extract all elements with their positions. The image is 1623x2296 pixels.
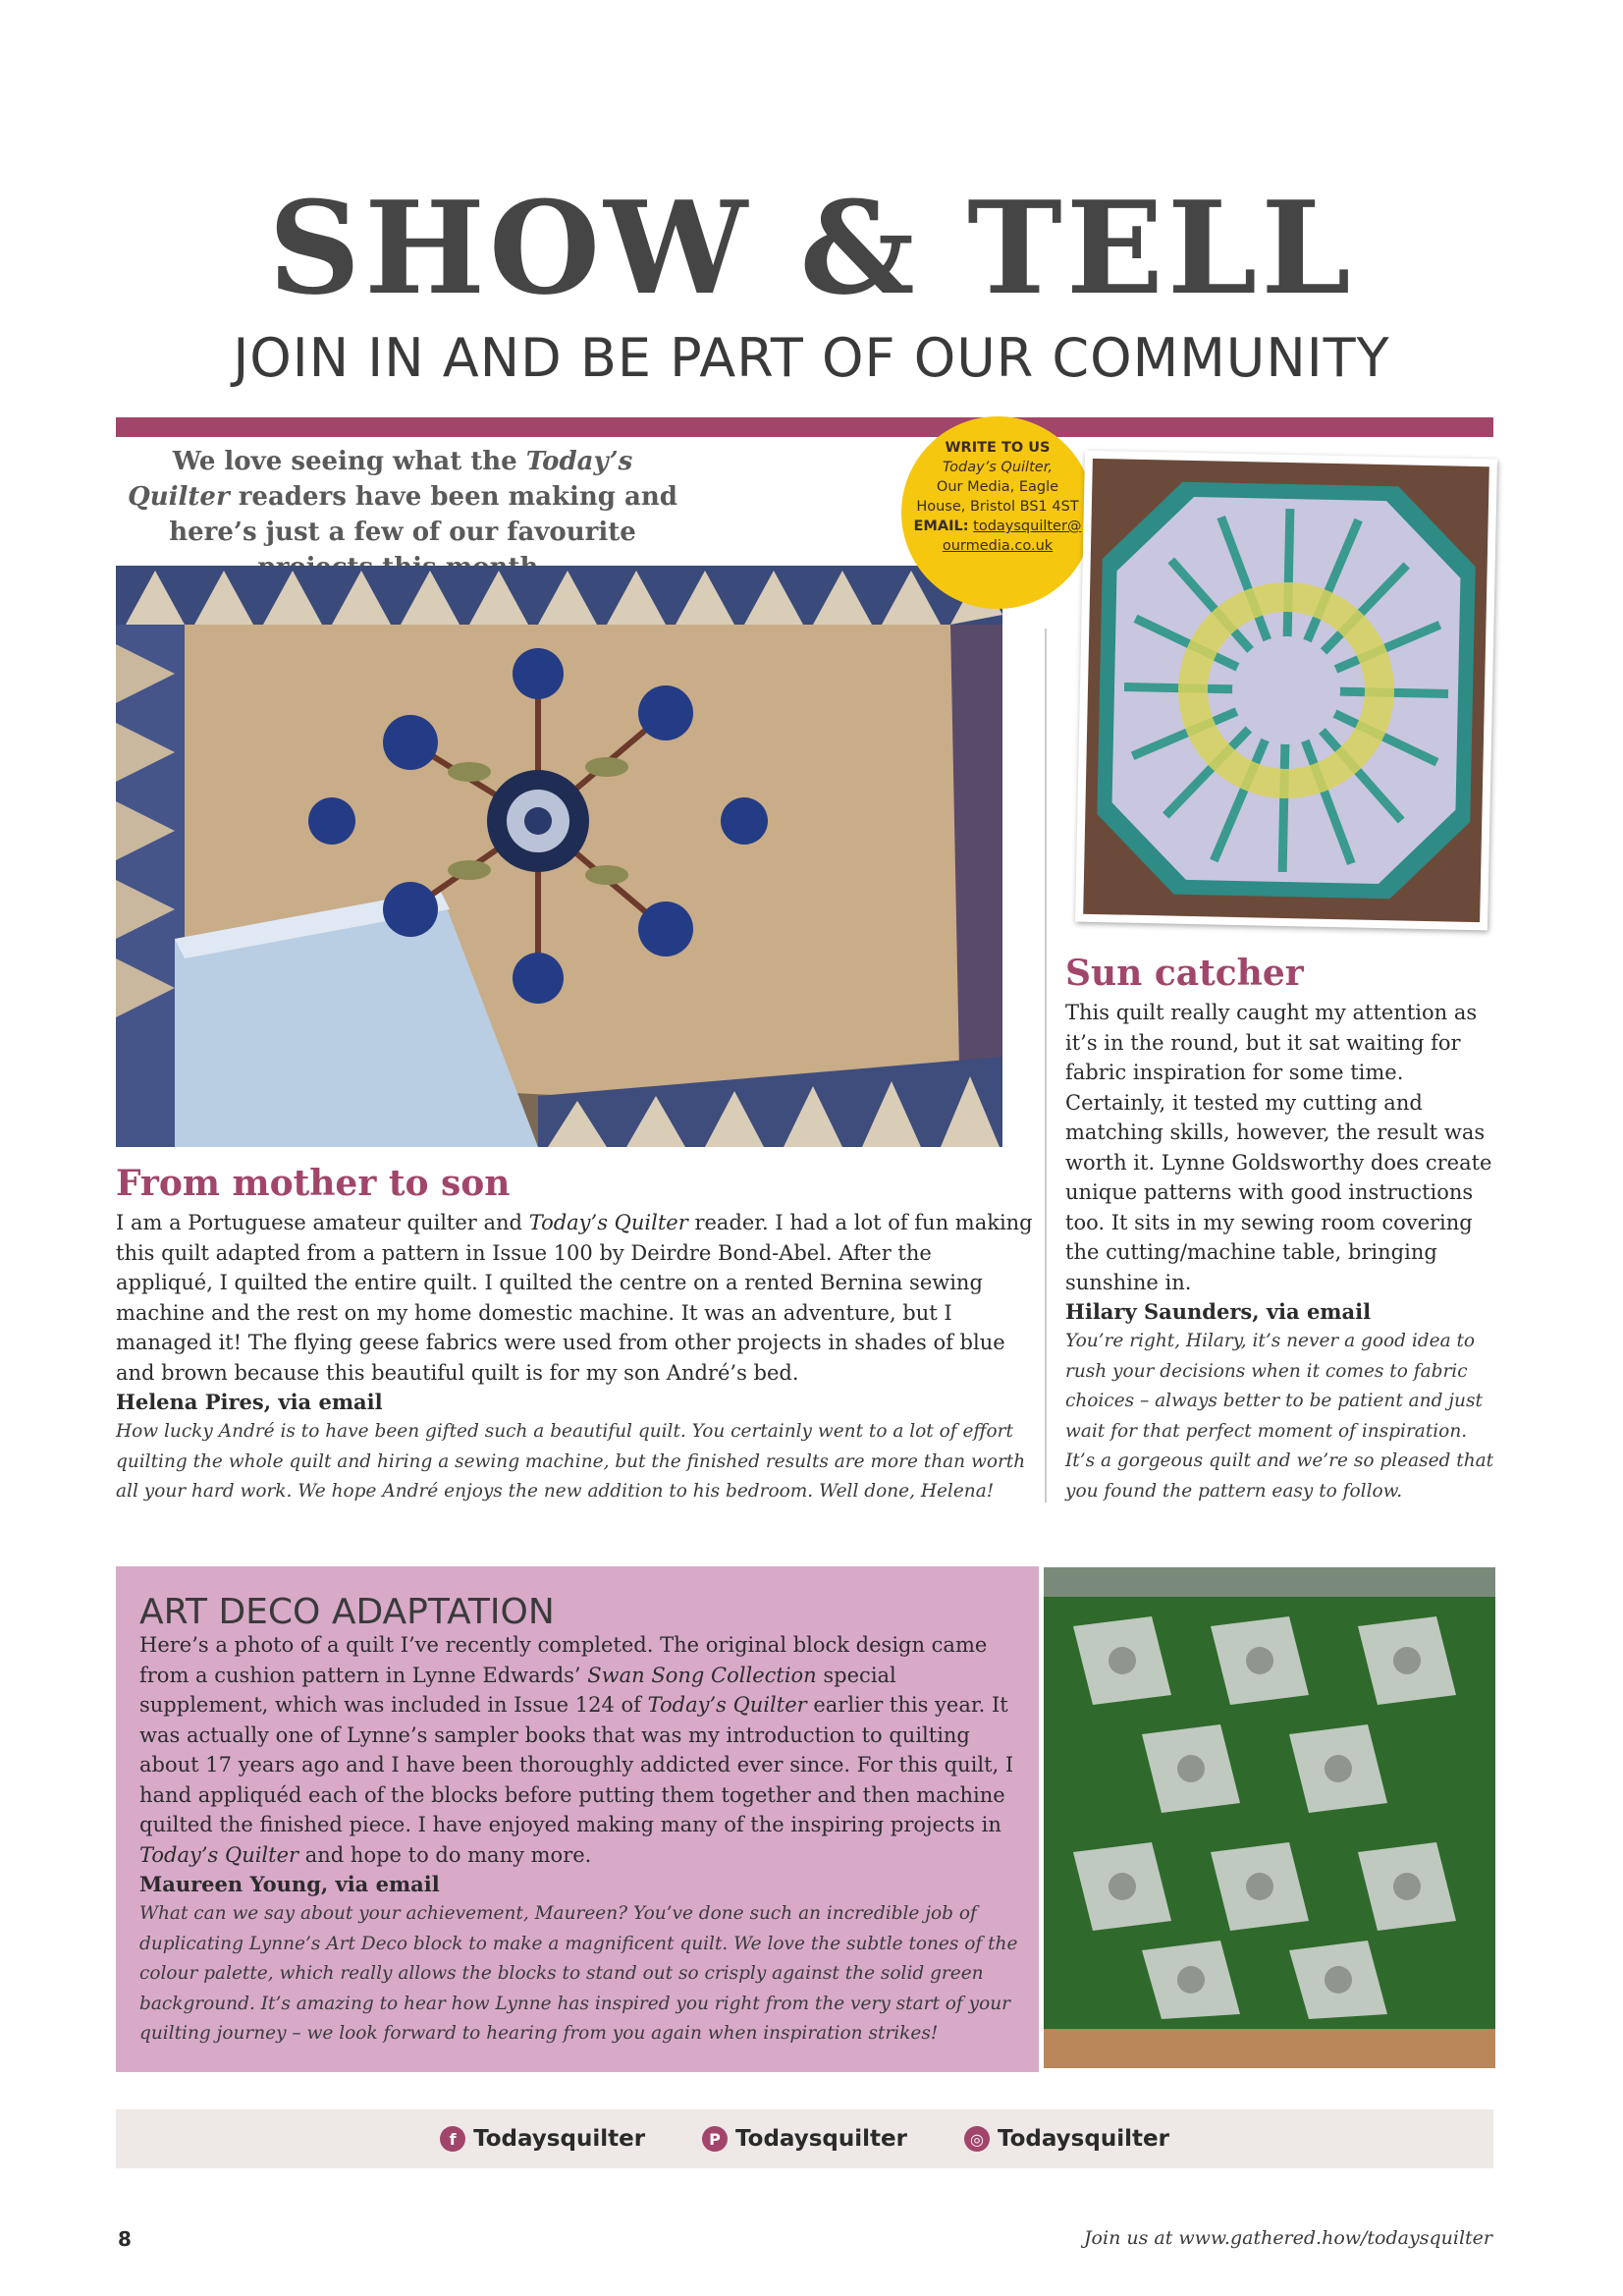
article1-text-2: reader. I had a lot of fun making this quilt adapted from a pattern in Issue 100 by Deirdre Bond-Abel. After the appliqué, I quilted the entire quilt. I quilted the centre on a rented Bernina sewing machine and the rest on my home domestic machine. It was an adventure, but I managed it! The flying geese fabrics were used from other projects in shades of blue and brown because this beautiful quilt is for my son André’s bed. [116,1211,1033,1385]
facebook-handle: Todaysquilter [473,2126,646,2152]
article1-body [116,1208,1034,1507]
intro-text [128,444,677,585]
article1-heading: From mother to son [116,1163,511,1204]
article2-signature: Hilary Saunders, via email [1065,1299,1372,1324]
intro-part1: We love seeing what the [172,447,517,476]
pinterest-handle: Todaysquilter [735,2126,907,2152]
instagram-link[interactable] [964,2126,1169,2152]
pinterest-icon: P [702,2126,728,2152]
badge-line1: Today’s Quilter, [943,460,1053,475]
footer-url: Join us at www.gathered.how/todaysquilter [1083,2227,1492,2249]
art-deco-quilt-photo [1044,1567,1495,2068]
article3-magazine-2: Today’s Quilter [139,1842,299,1867]
article3-text-4: and hope to do many more. [304,1842,592,1867]
page-number: 8 [118,2227,132,2251]
write-to-us-badge [901,416,1094,609]
article2-text: This quilt really caught my attention as it’s in the round, but it sat waiting for fabric inspiration for some time. Certainly, it tested my cutting and matching skills, however, the result was worth it. Lynne Goldsworthy does create unique patterns with good instructions too. It sits in my sewing room covering the cutting/machine table, bringing sunshine in. [1065,1001,1492,1294]
article1-signature: Helena Pires, via email [116,1390,383,1414]
article1-text-1: I am a Portuguese amateur quilter and [116,1211,523,1234]
instagram-handle: Todaysquilter [997,2126,1169,2152]
page-title: SHOW & TELL [268,173,1355,323]
article2-heading: Sun catcher [1065,953,1304,994]
article3-collection: Swan Song Collection [587,1663,817,1687]
article1-magazine: Today’s Quilter [528,1211,688,1234]
social-bar [116,2109,1493,2168]
article3-heading: ART DECO ADAPTATION [139,1592,555,1632]
badge-line3: House, Bristol BS1 4ST [916,499,1079,515]
article3-magazine-1: Today’s Quilter [647,1693,807,1717]
intro-part2: readers have been making and here’s just a few of our favourite [169,482,677,547]
badge-email-link-2[interactable]: ourmedia.co.uk [942,538,1054,554]
intro-magazine: Today’s Quilter [128,447,633,512]
sun-catcher-quilt-photo [1075,451,1497,931]
article2-reply: You’re right, Hilary, it’s never a good idea to rush your decisions when it comes to fabric choices – always better to be patient and just wait for that perfect moment of inspiration. It’s a gorgeous quilt and we’re so pleased that you found the pattern easy to follow. [1065,1331,1494,1502]
column-divider [1045,629,1047,1503]
article3-body [139,1630,1028,2050]
article1-reply: How lucky André is to have been gifted such a beautiful quilt. You certainly went to a lot of effort quilting the whole quilt and hiring a sewing machine, but the finished results are more than worth all your hard work. We hope André enjoys the new addition to his bedroom. Well done, Helena! [116,1421,1026,1502]
badge-email-label: EMAIL: [913,519,969,534]
article3-text-2: special supplement, which was included in Issue 124 of [139,1663,896,1717]
mother-to-son-quilt-photo [116,566,1002,1147]
article3-text-3: earlier this year. It was actually one of Lynne’s sampler books that was my introduction to quilting about 17 years ago and I have been thoroughly addicted ever since. For this quilt, I hand appliquéd each of the blocks before putting them together and then machine quilted the finished piece. I have enjoyed making many of the inspiring projects in [139,1693,1014,1836]
facebook-link[interactable] [440,2126,645,2152]
badge-heading: WRITE TO US [945,440,1051,456]
badge-email-link-1[interactable]: todaysquilter@ [973,519,1082,534]
article2-body [1065,998,1497,1506]
header-divider [116,417,1493,437]
facebook-icon: f [440,2126,465,2152]
article3-signature: Maureen Young, via email [139,1872,440,1896]
article3-text-1: Here’s a photo of a quilt I’ve recently completed. The original block design came from a cushion pattern in Lynne Edwards’ [139,1633,988,1687]
badge-line2: Our Media, Eagle [936,479,1059,495]
page-subtitle: JOIN IN AND BE PART OF OUR COMMUNITY [233,327,1390,389]
article3-reply: What can we say about your achievement, Maureen? You’ve done such an incredible job of duplicating Lynne’s Art Deco block to make a magnificent quilt. We love the subtle tones of the colour palette, which really allows the blocks to stand out so crisply against the solid green background. It’s amazing to hear how Lynne has inspired you right from the very start of your quilting journey – we look forward to hearing from you again when inspiration strikes! [139,1903,1018,2044]
instagram-icon: ◎ [964,2126,990,2152]
pinterest-link[interactable] [702,2126,907,2152]
